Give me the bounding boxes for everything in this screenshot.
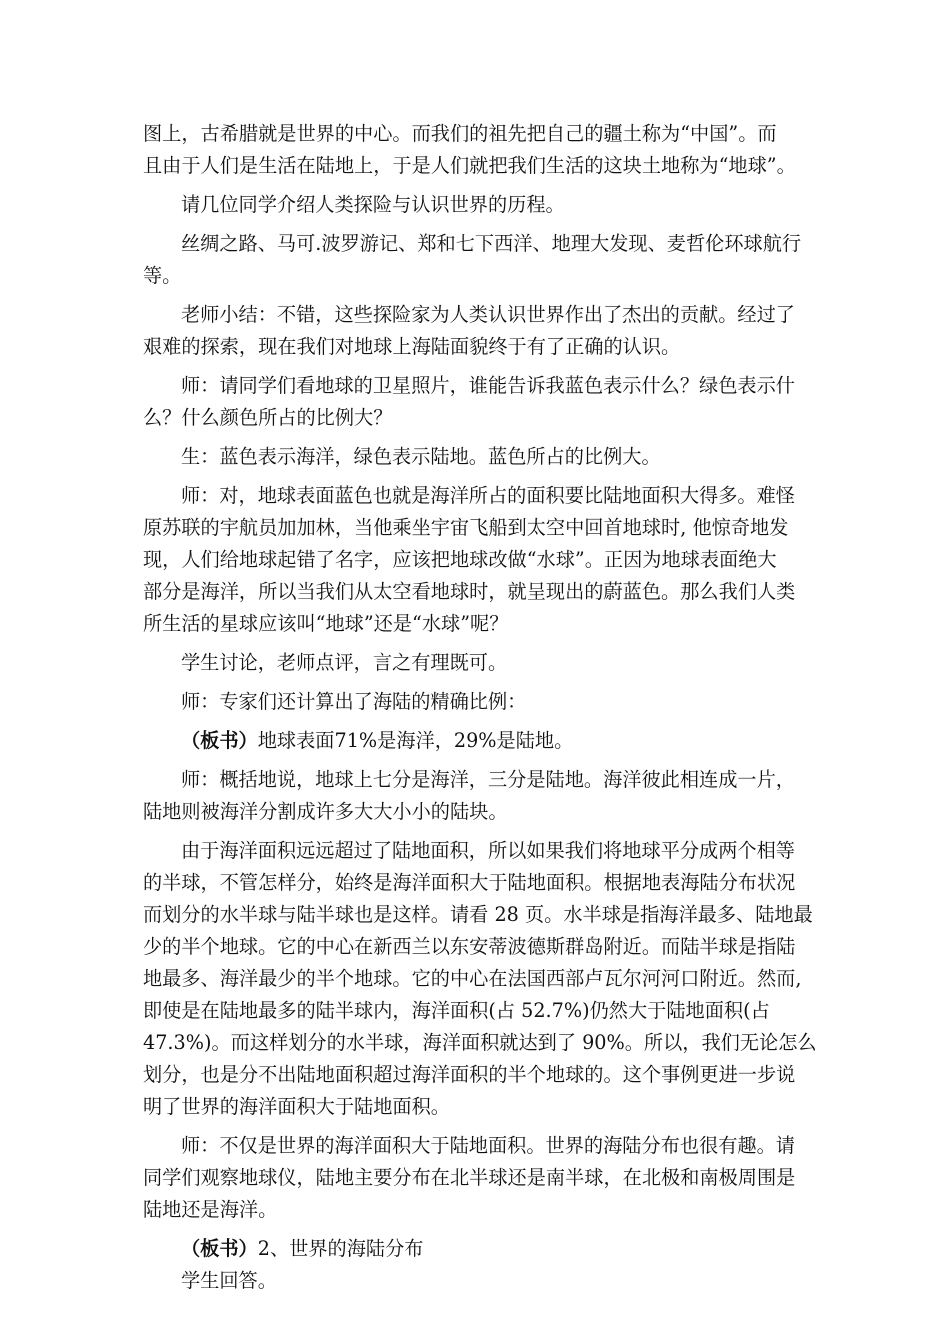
board-note-text: 2、世界的海陆分布 (257, 1237, 424, 1260)
text-line: 部分是海洋，所以当我们从太空看地球时，就呈现出的蔚蓝色。那么我们人类 (143, 580, 796, 603)
text-line: 么？什么颜色所占的比例大？ (143, 406, 393, 429)
paragraph (143, 370, 807, 434)
text-line: 师：概括地说，地球上七分是海洋，三分是陆地。海洋彼此相连成一片， (181, 768, 795, 791)
board-note-text: 地球表面71%是海洋，29%是陆地。 (257, 729, 574, 752)
text-line: 地最多、海洋最少的半个地球。它的中心在法国西部卢瓦尔河河口附近。然而, (143, 967, 802, 990)
document-body (143, 118, 817, 1297)
text-line: 师：专家们还计算出了海陆的精确比例： (181, 690, 527, 713)
text-line: 请几位同学介绍人类探险与认识世界的历程。 (181, 193, 565, 216)
paragraph (143, 228, 807, 292)
board-note-label: （板书） (181, 1237, 258, 1260)
paragraph (143, 647, 807, 679)
text-line: 且由于人们是生活在陆地上，于是人们就把我们生活的这块土地称为“地球”。 (143, 154, 796, 177)
text-line: 陆地则被海洋分割成许多大大小小的陆块。 (143, 800, 508, 823)
text-line: 师：不仅是世界的海洋面积大于陆地面积。世界的海陆分布也很有趣。请 (181, 1134, 795, 1157)
text-line: 划分，也是分不出陆地面积超过海洋面积的半个地球的。这个事例更进一步说 (143, 1063, 796, 1086)
paragraph (143, 480, 807, 640)
text-line: 师：对，地球表面蓝色也就是海洋所占的面积要比陆地面积大得多。难怪 (181, 484, 795, 507)
text-line: 的半球，不管怎样分，始终是海洋面积大于陆地面积。根据地表海陆分布状况 (143, 871, 796, 894)
paragraph (143, 189, 807, 221)
text-line: 即使是在陆地最多的陆半球内，海洋面积(占 52.7%)仍然大于陆地面积(占 (143, 999, 770, 1022)
paragraph (143, 118, 807, 182)
text-line: 等。 (143, 264, 182, 287)
paragraph (143, 1130, 807, 1226)
paragraph (143, 686, 807, 718)
paragraph (143, 299, 807, 363)
paragraph (143, 1265, 807, 1297)
board-note-label: （板书） (181, 729, 258, 752)
text-line: 老师小结：不错，这些探险家为人类认识世界作出了杰出的贡献。经过了 (181, 303, 795, 326)
text-line: 明了世界的海洋面积大于陆地面积。 (143, 1095, 450, 1118)
board-note-line (143, 725, 807, 757)
text-line: 生：蓝色表示海洋，绿色表示陆地。蓝色所占的比例大。 (181, 445, 661, 468)
text-line: 学生回答。 (181, 1269, 277, 1292)
text-line: 而划分的水半球与陆半球也是这样。请看 28 页。水半球是指海洋最多、陆地最 (143, 903, 813, 926)
text-line: 学生讨论，老师点评，言之有理既可。 (181, 651, 508, 674)
text-line: 师：请同学们看地球的卫星照片，谁能告诉我蓝色表示什么？绿色表示什 (181, 374, 795, 397)
text-line: 少的半个地球。它的中心在新西兰以东安蒂波德斯群岛附近。而陆半球是指陆 (143, 935, 796, 958)
text-line: 现，人们给地球起错了名字，应该把地球改做“水球”。正因为地球表面绝大 (143, 548, 777, 571)
paragraph (143, 835, 817, 1123)
text-line: 陆地还是海洋。 (143, 1198, 278, 1221)
text-line: 原苏联的宇航员加加林，当他乘坐宇宙飞船到太空中回首地球时, 他惊奇地发 (143, 516, 789, 539)
text-line: 由于海洋面积远远超过了陆地面积，所以如果我们将地球平分成两个相等 (181, 839, 795, 862)
text-line: 同学们观察地球仪，陆地主要分布在北半球还是南半球，在北极和南极周围是 (143, 1166, 796, 1189)
text-line: 47.3%)。而这样划分的水半球，海洋面积就达到了 90%。所以，我们无论怎么 (143, 1031, 817, 1054)
paragraph (143, 1233, 807, 1265)
board-note-line (143, 1233, 807, 1265)
paragraph (143, 764, 807, 828)
text-line: 丝绸之路、马可.波罗游记、郑和七下西洋、地理大发现、麦哲伦环球航行 (181, 232, 802, 255)
text-line: 图上，古希腊就是世界的中心。而我们的祖先把自己的疆土称为“中国”。而 (143, 122, 777, 145)
text-line: 所生活的星球应该叫“地球”还是“水球”呢？ (143, 612, 509, 635)
paragraph (143, 441, 807, 473)
paragraph (143, 725, 807, 757)
text-line: 艰难的探索，现在我们对地球上海陆面貌终于有了正确的认识。 (143, 335, 681, 358)
